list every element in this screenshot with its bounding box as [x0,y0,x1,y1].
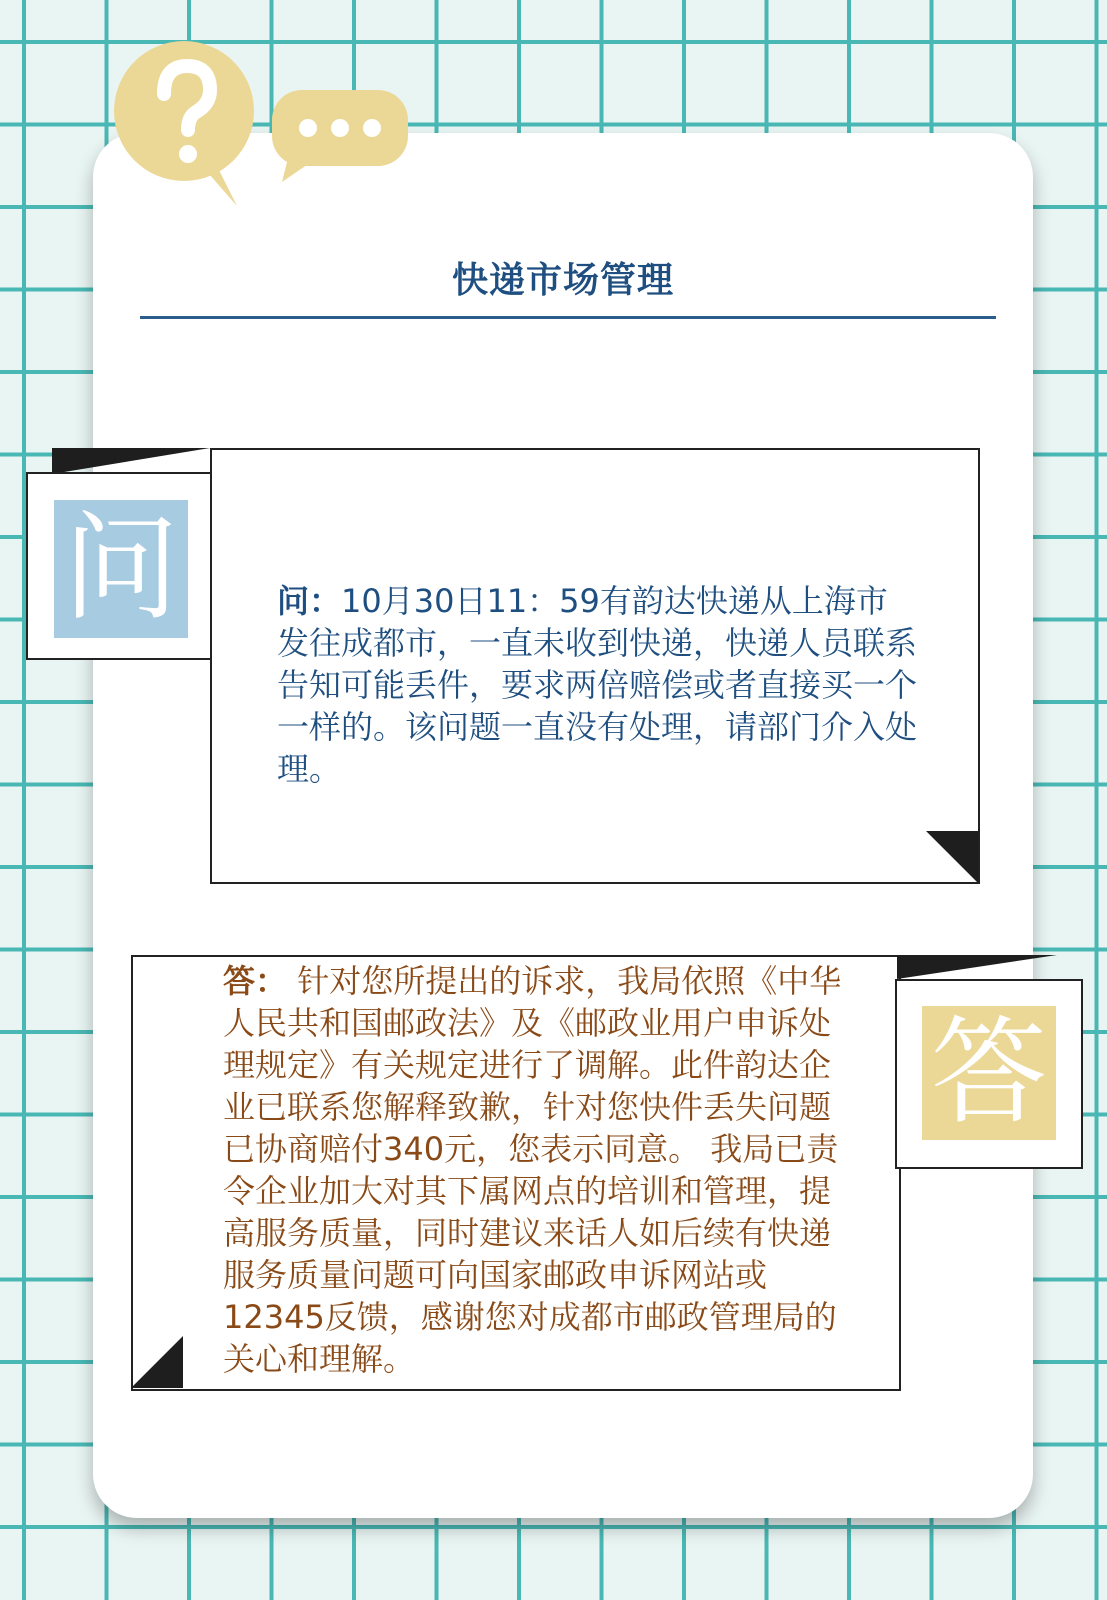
answer-char-icon: 答 [922,1006,1056,1140]
question-label: 问： [277,582,342,620]
question-fold-corner [926,831,978,883]
question-fold-corner [52,448,210,474]
title-divider [140,316,996,319]
answer-text [223,960,843,1380]
answer-fold-corner [131,1336,183,1388]
question-char-icon: 问 [54,500,188,638]
question-text [277,580,917,790]
page-title: 快递市场管理 [451,260,674,301]
ellipsis-chat-bubble-icon [272,90,412,185]
answer-label: 答： [223,962,288,1000]
answer-fold-corner [897,955,1057,979]
question-mark-bubble-icon [112,36,262,211]
question-body: 10月30日11：59有韵达快递从上海市发往成都市，一直未收到快递，快递人员联系告知可能丢件，要求两倍赔偿或者直接买一个一样的。该问题一直没有处理，请部门介入处理。 [277,582,918,788]
answer-body: 针对您所提出的诉求，我局依照《中华人民共和国邮政法》及《邮政业用户申诉处理规定》有关规定进行了调解。此件韵达企业已联系您解释致歉，针对您快件丢失问题已协商赔付340元，您表示同意。 我局已责令企业加大对其下属网点的培训和管理，提高服务质量，同时建议来话人如后续有快递服务质量问题可向国家邮政申诉网站或12345反馈，感谢您对成都市邮政管理局的关心和理解。 [223,962,842,1378]
